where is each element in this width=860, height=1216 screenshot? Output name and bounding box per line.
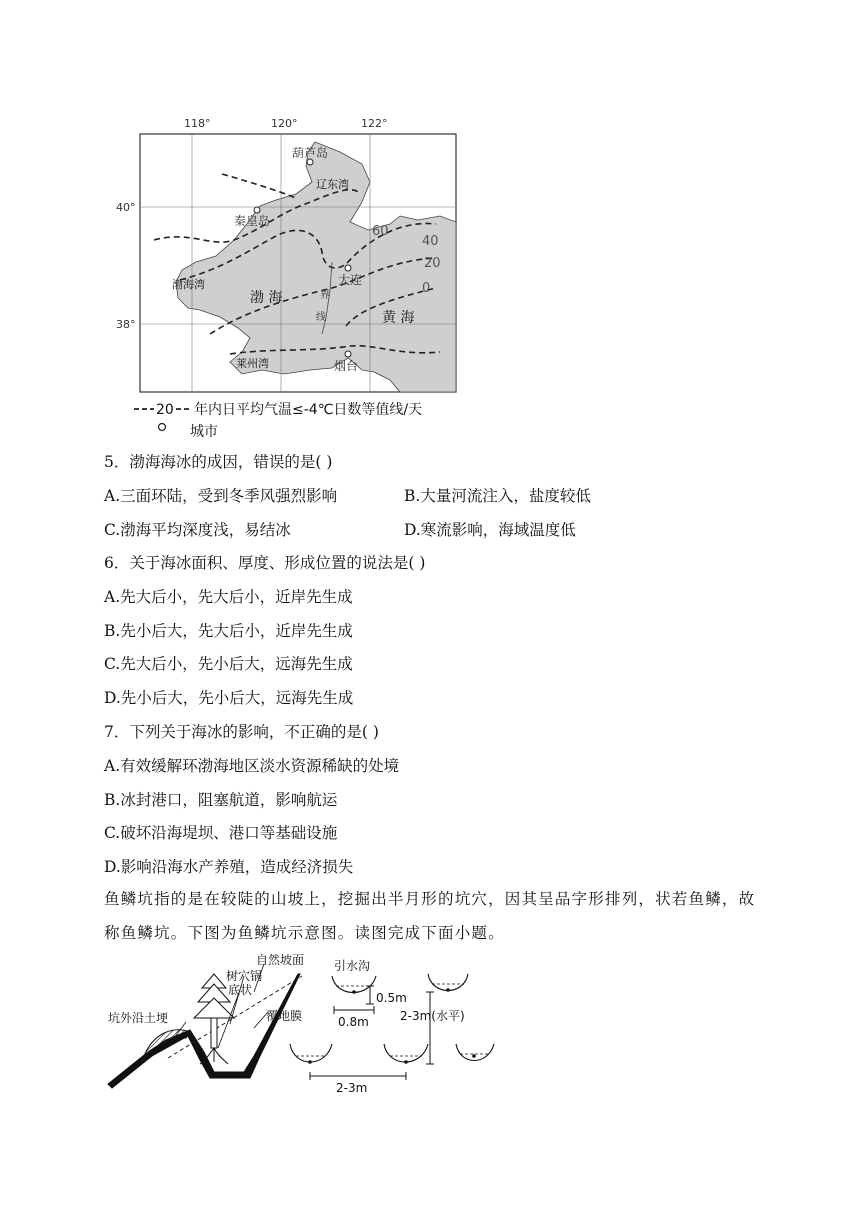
label-qinhuangdao: 秦皇岛 — [234, 214, 271, 228]
soil-ridge — [144, 1030, 190, 1056]
label-ridge: 坑外沿土埂 — [108, 1011, 169, 1025]
pit-top-left — [332, 976, 376, 993]
option-5d: D.寒流影响，海域温度低 — [404, 521, 576, 539]
lat-label-40: 40° — [116, 201, 136, 214]
pit-bottom-right — [456, 1044, 494, 1061]
legend-isoline-text: 年内日平均气温≤-4℃日数等值线/天 — [194, 402, 423, 418]
isoline-label-60: 60 — [372, 224, 389, 239]
intro-paragraph: 鱼鳞坑指的是在较陡的山坡上，挖掘出半月形的坑穴，因其呈品字形排列，状若鱼鳞，故称鱼鳞坑。下图为鱼鳞坑示意图。读图完成下面小题。 — [104, 890, 756, 942]
pit-top-right — [428, 974, 468, 991]
dimension-lines — [310, 986, 434, 1080]
question-5: 5．渤海海冰的成因，错误的是( ) — [104, 453, 333, 471]
label-liaodong-bay: 辽东湾 — [316, 178, 349, 191]
label-laizhou-bay: 莱州湾 — [236, 357, 269, 370]
option-5a: A.三面环陆，受到冬季风强烈影响 — [104, 487, 338, 505]
pit-bottom-left — [290, 1044, 332, 1062]
option-5b: B.大量河流注入，盐度较低 — [404, 487, 591, 505]
label-boundary-2: 线 — [316, 312, 326, 323]
option-6c: C.先大后小，先小后大，远海先生成 — [104, 655, 353, 673]
option-7a: A.有效缓解环渤海地区淡水资源稀缺的处境 — [104, 757, 400, 775]
label-bottom: 底状 — [228, 983, 253, 997]
option-5c: C.渤海平均深度浅，易结冰 — [104, 521, 291, 539]
pit-bottom-mid — [384, 1044, 428, 1062]
slope-profile — [108, 974, 303, 1088]
option-7c: C.破坏沿海堤坝、港口等基础设施 — [104, 824, 338, 842]
label-spacing: 2-3m — [336, 1081, 368, 1095]
city-qinhuangdao-marker — [254, 207, 260, 213]
label-bohai: 渤 海 — [250, 290, 283, 306]
isoline-label-40: 40 — [422, 234, 439, 249]
question-6: 6．关于海冰面积、厚度、形成位置的说法是( ) — [104, 554, 426, 572]
option-6a: A.先大后小，先大后小，近岸先生成 — [104, 588, 353, 606]
question-7: 7．下列关于海冰的影响，不正确的是( ) — [104, 723, 379, 741]
legend-city-symbol — [159, 424, 166, 431]
bohai-sea-ice-map — [100, 112, 470, 447]
option-7d: D.影响沿海水产养殖，造成经济损失 — [104, 858, 354, 876]
label-depth: 0.5m — [376, 991, 407, 1005]
label-yellow-sea: 黄 海 — [382, 310, 415, 326]
isoline-label-0: 0 — [422, 281, 431, 296]
label-natural-slope: 自然坡面 — [256, 953, 305, 967]
label-yantai: 烟台 — [334, 359, 359, 373]
fish-scale-pit-diagram — [104, 952, 504, 1098]
question-5-options-row1 — [104, 486, 664, 506]
label-channel: 引水沟 — [334, 959, 371, 973]
label-huludao: 葫芦岛 — [292, 146, 329, 160]
city-dalian-marker — [345, 265, 351, 271]
label-width: 0.8m — [338, 1015, 369, 1029]
lat-label-38: 38° — [116, 318, 136, 331]
lon-label-120: 120° — [271, 117, 298, 130]
legend-city-text: 城市 — [190, 424, 218, 440]
option-6b: B.先小后大，先大后小，近岸先生成 — [104, 622, 353, 640]
city-yantai-marker — [345, 351, 351, 357]
label-boundary-1: 界 — [320, 290, 330, 301]
label-film: 覆地膜 — [266, 1009, 303, 1023]
option-6d: D.先小后大，先小后大，远海先生成 — [104, 689, 354, 707]
label-spacing-horizontal: 2-3m(水平) — [400, 1009, 465, 1023]
lon-label-118: 118° — [184, 117, 211, 130]
isoline-label-20: 20 — [424, 256, 441, 271]
question-5-options-row2 — [104, 520, 664, 540]
legend-isoline-value: 20 — [156, 402, 174, 418]
label-dalian: 大连 — [338, 273, 363, 287]
option-7b: B.冰封港口，阻塞航道，影响航运 — [104, 791, 338, 809]
label-tree-pit: 树穴锅 — [226, 969, 263, 983]
lon-label-122: 122° — [361, 117, 388, 130]
map-legend — [134, 401, 422, 440]
label-bohai-bay: 渤海湾 — [172, 278, 205, 291]
